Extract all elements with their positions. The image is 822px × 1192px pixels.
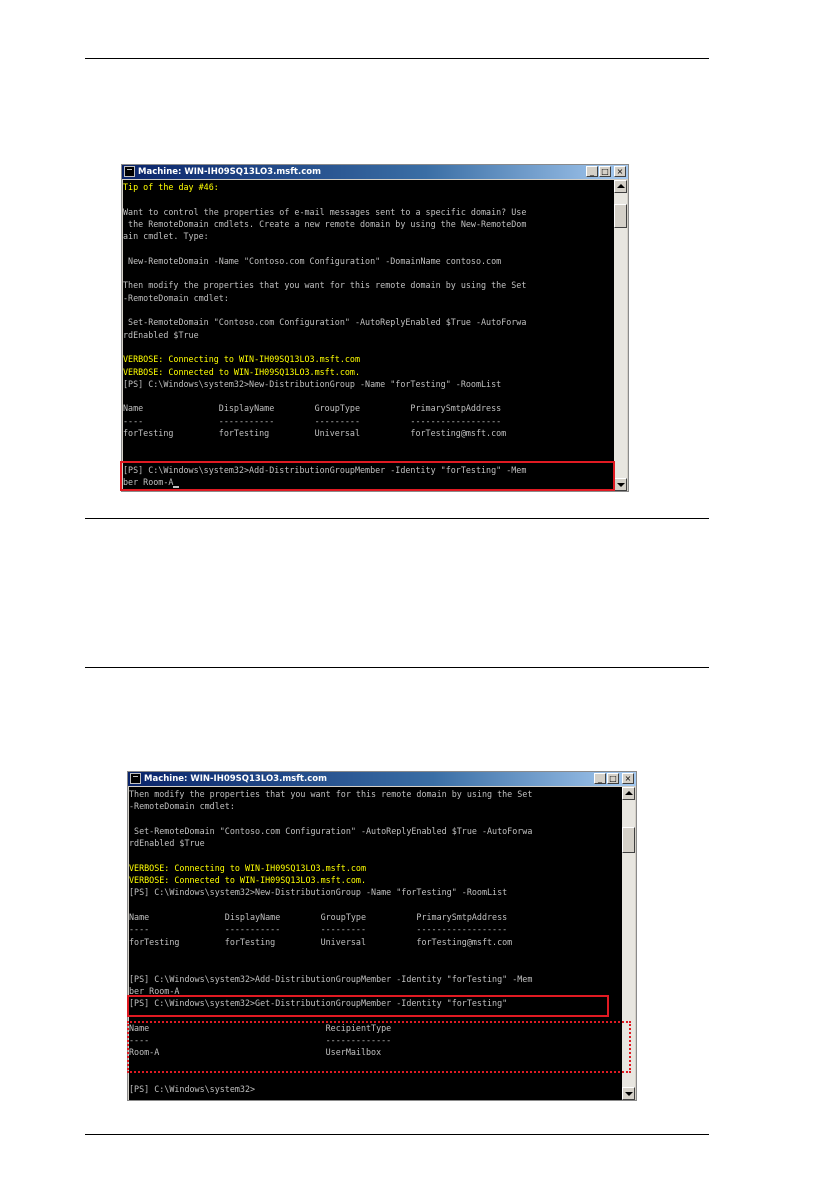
console-line: rdEnabled $True — [123, 329, 199, 340]
title-bar[interactable] — [128, 772, 636, 786]
scroll-up-arrow-icon[interactable] — [614, 180, 627, 193]
console-line: rdEnabled $True — [129, 838, 205, 849]
console-line: [PS] C:\Windows\system32> — [129, 1084, 256, 1095]
console-line: the RemoteDomain cmdlets. Create a new remote domain by using the New-RemoteDom — [123, 218, 527, 229]
console-output[interactable] — [123, 180, 615, 491]
console-line: Then modify the properties that you want for this remote domain by using the Set — [123, 280, 527, 291]
console-line: Then modify the properties that you want for this remote domain by using the Set — [129, 789, 533, 799]
maximize-button[interactable]: □ — [607, 773, 619, 784]
close-button[interactable]: × — [614, 166, 626, 177]
console-line: Tip of the day #46: — [123, 182, 219, 192]
console-line: [PS] C:\Windows\system32>Add-DistributionGroupMember -Identity "forTesting" -Mem — [123, 464, 527, 475]
scroll-down-arrow-icon[interactable] — [614, 478, 627, 491]
console-line: [PS] C:\Windows\system32>New-DistributionGroup -Name "forTesting" -RoomList — [123, 378, 502, 389]
title-bar[interactable] — [122, 165, 628, 179]
console-line: VERBOSE: Connecting to WIN-IH09SQ13LO3.msft.com — [129, 862, 366, 873]
scroll-up-arrow-icon[interactable] — [622, 787, 635, 800]
window-title: Machine: WIN-IH09SQ13LO3.msft.com — [144, 774, 327, 784]
maximize-button[interactable]: □ — [599, 166, 611, 177]
console-window-1 — [121, 164, 629, 492]
console-line: -RemoteDomain cmdlet: — [123, 292, 229, 303]
scroll-down-arrow-icon[interactable] — [622, 1087, 635, 1100]
console-line: [PS] C:\Windows\system32>New-DistributionGroup -Name "forTesting" -RoomList — [129, 887, 508, 898]
console-line: ain cmdlet. Type: — [123, 231, 209, 242]
console-line: New-RemoteDomain -Name "Contoso.com Configuration" -DomainName contoso.com — [123, 255, 502, 266]
console-line: [PS] C:\Windows\system32>Get-DistributionGroupMember -Identity "forTesting" — [129, 998, 508, 1009]
console-app-icon[interactable] — [124, 166, 135, 177]
console-line: ---- ----------- --------- ------------------ — [129, 924, 508, 935]
console-line: ---- ----------- --------- ------------------ — [123, 415, 502, 426]
console-line: VERBOSE: Connected to WIN-IH09SQ13LO3.msft.com. — [129, 875, 366, 886]
top-rule — [85, 58, 709, 59]
console-line: [PS] C:\Windows\system32>Add-DistributionGroupMember -Identity "forTesting" -Mem — [129, 973, 533, 984]
console-line: ber Room-A — [129, 985, 180, 996]
close-button[interactable]: × — [622, 773, 634, 784]
console-line: Name DisplayName GroupType PrimarySmtpAddress — [129, 912, 508, 922]
console-line: ber Room-A — [123, 477, 179, 488]
vertical-scrollbar[interactable] — [614, 180, 627, 491]
console-line: VERBOSE: Connected to WIN-IH09SQ13LO3.msft.com. — [123, 366, 360, 377]
command-highlight-box — [120, 461, 615, 491]
console-line: VERBOSE: Connecting to WIN-IH09SQ13LO3.msft.com — [123, 354, 360, 365]
scrollbar-thumb[interactable] — [622, 827, 635, 853]
scrollbar-thumb[interactable] — [614, 204, 627, 228]
divider-rule-1 — [85, 518, 709, 519]
console-line: Room-A UserMailbox — [129, 1047, 382, 1058]
console-app-icon[interactable] — [130, 773, 141, 784]
command-highlight-box — [127, 995, 609, 1017]
console-line: Set-RemoteDomain "Contoso.com Configuration" -AutoReplyEnabled $True -AutoForwa — [123, 317, 527, 328]
output-highlight-box — [127, 1021, 631, 1073]
console-line: forTesting forTesting Universal forTesting@msft.com — [129, 936, 513, 947]
console-line: Set-RemoteDomain "Contoso.com Configuration" -AutoReplyEnabled $True -AutoForwa — [129, 825, 533, 836]
window-title: Machine: WIN-IH09SQ13LO3.msft.com — [138, 167, 321, 177]
console-line: Name DisplayName GroupType PrimarySmtpAddress — [123, 403, 502, 414]
console-line: Want to control the properties of e-mail messages sent to a specific domain? Use — [123, 206, 527, 217]
minimize-button[interactable]: _ — [586, 166, 598, 177]
bottom-rule — [85, 1134, 709, 1135]
console-line: Name RecipientType — [129, 1022, 392, 1033]
console-line: -RemoteDomain cmdlet: — [129, 801, 235, 812]
minimize-button[interactable]: _ — [594, 773, 606, 784]
console-line: forTesting forTesting Universal forTesting@msft.com — [123, 428, 507, 438]
divider-rule-2 — [85, 667, 709, 668]
console-line: ---- ------------- — [129, 1035, 392, 1045]
